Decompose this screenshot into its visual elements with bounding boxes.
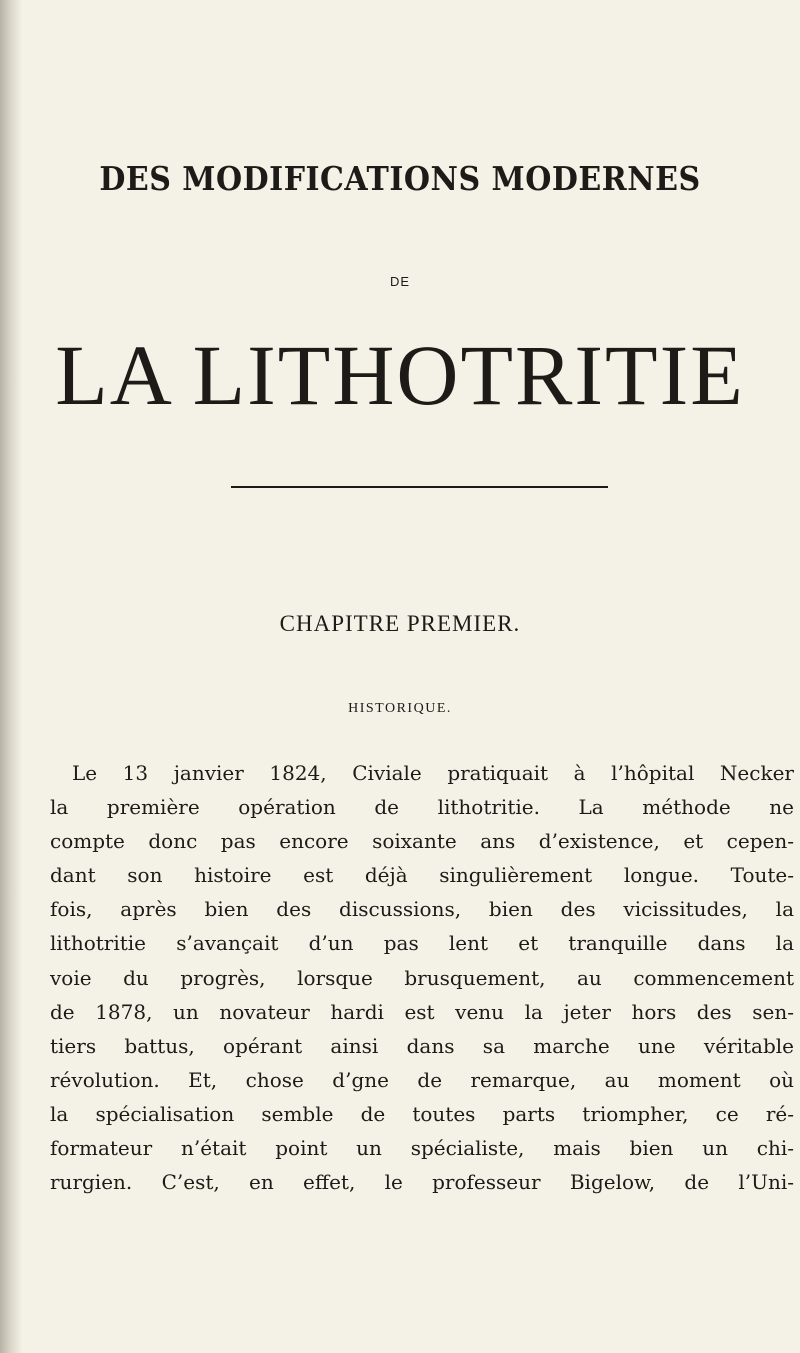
text-line: de 1878, un novateur hardi est venu la jeter hors des sen- [50, 999, 794, 1024]
main-title: LA LITHOTRITIE [55, 327, 745, 423]
body-paragraph [50, 756, 794, 1199]
text-line: la première opération de lithotritie. La méthode ne [50, 795, 794, 820]
page-gutter-shadow [0, 0, 22, 1353]
text-line: rurgien. C’est, en effet, le professeur Bigelow, de l’Uni- [50, 1170, 794, 1195]
text-line: compte donc pas encore soixante ans d’existence, et cepen- [50, 829, 794, 854]
text-line: dant son histoire est déjà singulièrement longue. Toute- [50, 863, 794, 888]
text-line: révolution. Et, chose d’gne de remarque, au moment où [50, 1067, 794, 1092]
text-line: fois, après bien des discussions, bien des vicissitudes, la [50, 897, 794, 922]
chapter-heading: CHAPITRE PREMIER. [279, 611, 521, 636]
text-line: Le 13 janvier 1824, Civiale pratiquait à l’hôpital Necker [72, 761, 794, 785]
section-heading: HISTORIQUE. [348, 701, 452, 716]
text-line: formateur n’était point un spécialiste, mais bien un chi- [50, 1136, 794, 1161]
text-line: voie du progrès, lorsque brusquement, au commencement [50, 965, 794, 990]
title-divider-rule [231, 486, 608, 488]
title-line-de: DE [389, 274, 411, 289]
text-line: la spécialisation semble de toutes parts triompher, ce ré- [50, 1101, 794, 1126]
title-line-top: DES MODIFICATIONS MODERNES [99, 160, 701, 199]
text-line: tiers battus, opérant ainsi dans sa marche une véritable [50, 1033, 794, 1058]
text-line: lithotritie s’avançait d’un pas lent et tranquille dans la [50, 931, 794, 956]
